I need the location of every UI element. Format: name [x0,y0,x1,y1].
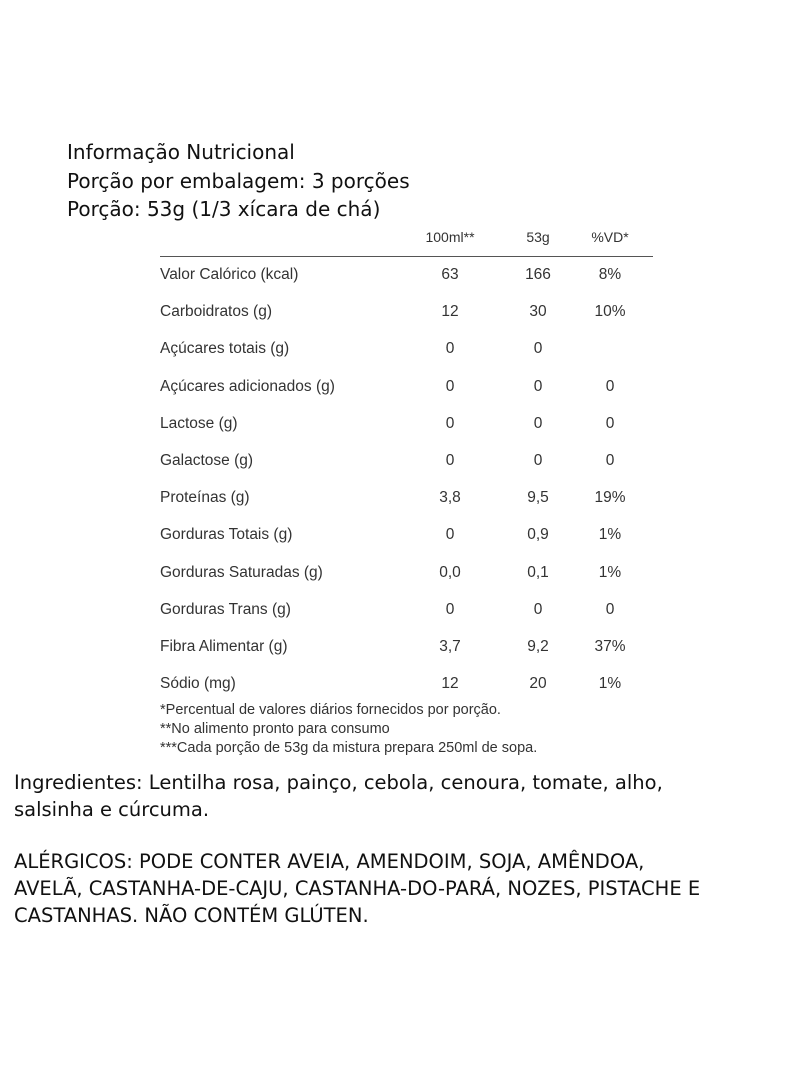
value-100ml: 0 [445,377,455,395]
nutrient-name: Fibra Alimentar (g) [160,637,288,655]
value-53g: 0 [533,600,543,618]
value-53g: 166 [525,266,551,283]
value-vd: 0 [605,600,615,618]
value-100ml: 3,7 [439,637,461,655]
column-header-100ml: 100ml** [425,229,475,245]
value-100ml: 63 [441,266,459,283]
serving-size: Porção: 53g (1/3 xícara de chá) [67,197,381,221]
table-row [160,480,653,517]
nutrient-name: Lactose (g) [160,414,238,432]
value-53g: 0 [533,340,543,358]
value-vd: 10% [594,303,626,321]
table-row [160,592,653,629]
table-row [160,369,653,406]
value-100ml: 0 [445,600,455,618]
nutrient-name: Valor Calórico (kcal) [160,266,299,283]
value-vd: 0 [605,451,615,469]
footnote-vd: *Percentual de valores diários fornecidos por porção. [160,702,501,718]
ingredients-line: salsinha e cúrcuma. [14,798,210,821]
value-100ml: 12 [441,675,459,693]
value-vd: 1% [598,675,622,693]
nutrient-name: Galactose (g) [160,451,254,469]
value-vd: 19% [594,489,626,507]
table-row [160,443,653,480]
allergens-line: ALÉRGICOS: PODE CONTER AVEIA, AMENDOIM, SOJA, AMÊNDOA, [14,850,645,873]
nutrient-name: Carboidratos (g) [160,303,272,321]
allergens-line: CASTANHAS. NÃO CONTÉM GLÚTEN. [14,904,369,927]
table-header [160,222,653,257]
nutrient-name: Gorduras Saturadas (g) [160,563,323,581]
nutrient-name: Açúcares adicionados (g) [160,377,335,395]
table-row [160,517,653,554]
footnote-ready-to-eat: **No alimento pronto para consumo [160,721,390,737]
table-row [160,555,653,592]
value-53g: 9,5 [527,489,549,507]
table-row [160,331,653,368]
value-100ml: 0 [445,451,455,469]
nutrition-table [160,222,653,703]
value-53g: 30 [529,303,547,321]
value-vd: 8% [598,266,622,283]
ingredients-line: Ingredientes: Lentilha rosa, painço, cebola, cenoura, tomate, alho, [14,771,663,794]
value-vd: 0 [605,414,615,432]
value-53g: 0 [533,414,543,432]
value-53g: 20 [529,675,547,693]
value-vd: 0 [605,377,615,395]
value-53g: 0 [533,451,543,469]
column-header-vd: %VD* [591,229,629,245]
table-row [160,294,653,331]
nutrient-name: Gorduras Trans (g) [160,600,291,618]
value-100ml: 0 [445,414,455,432]
allergens-line: AVELÃ, CASTANHA-DE-CAJU, CASTANHA-DO-PARÁ, NOZES, PISTACHE E [14,877,701,900]
table-row [160,666,653,703]
table-row [160,257,653,294]
table-body [160,257,653,703]
value-vd: 37% [594,637,626,655]
table-row [160,629,653,666]
allergens-text [14,848,800,929]
value-53g: 9,2 [527,637,549,655]
footnote-preparation: ***Cada porção de 53g da mistura prepara 250ml de sopa. [160,740,538,756]
value-vd: 1% [598,563,622,581]
value-100ml: 0,0 [439,563,461,581]
nutrient-name: Proteínas (g) [160,489,250,507]
value-53g: 0,1 [527,563,549,581]
nutrition-header [67,138,410,224]
table-footnotes [160,701,537,758]
value-100ml: 0 [445,526,455,544]
nutrient-name: Gorduras Totais (g) [160,526,293,544]
value-53g: 0,9 [527,526,549,544]
value-100ml: 3,8 [439,489,461,507]
value-100ml: 12 [441,303,459,321]
servings-per-package: Porção por embalagem: 3 porções [67,168,410,193]
column-header-53g: 53g [526,229,550,245]
table-row [160,406,653,443]
nutrition-title: Informação Nutricional [67,140,295,164]
nutrient-name: Açúcares totais (g) [160,340,290,358]
value-53g: 0 [533,377,543,395]
nutrient-name: Sódio (mg) [160,675,236,693]
value-100ml: 0 [445,340,455,358]
ingredients-text [14,769,794,823]
value-vd: 1% [598,526,622,544]
